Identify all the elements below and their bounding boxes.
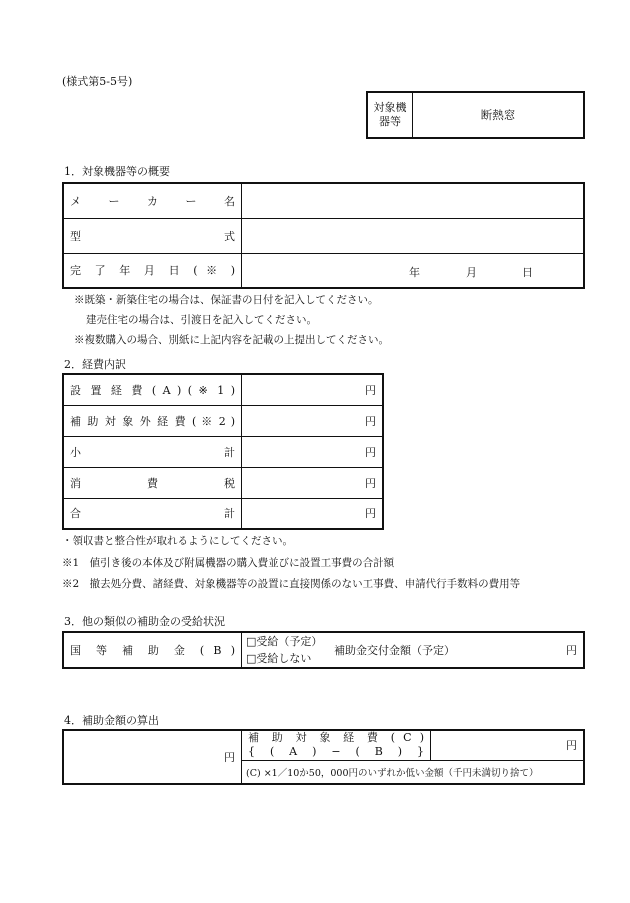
equipment-overview-table	[62, 182, 585, 289]
cost-label-subtotal: 小 計	[63, 436, 242, 467]
section-4-title: 4．補助金額の算出	[64, 714, 159, 727]
s1-note-2: 建売住宅の場合は、引渡日を記入してください。	[86, 314, 317, 326]
maker-field[interactable]	[242, 183, 585, 218]
month-unit: 月	[466, 265, 477, 279]
other-subsidy-table	[62, 631, 585, 669]
calculation-note: (C) ×1／10か50，000円のいずれか低い金額（千円未満切り捨て）	[246, 767, 539, 779]
national-subsidy-label: 国 等 補 助 金 ( B )	[63, 632, 242, 668]
cost-value-tax[interactable]: 円	[365, 476, 376, 490]
section-1-title: 1．対象機器等の概要	[64, 165, 170, 178]
subsidy-amount-result[interactable]: 円	[63, 730, 242, 784]
cost-label-total: 合 計	[63, 498, 242, 529]
eligible-cost-label: 補 助 対 象 経 費 ( C ) { ( A ) − ( B ) }	[242, 730, 431, 760]
cost-value-installation[interactable]: 円	[365, 383, 376, 397]
equipment-type-box	[366, 91, 585, 139]
cost-value-subtotal[interactable]: 円	[365, 445, 376, 459]
subsidy-amount-field[interactable]: 円	[566, 644, 577, 657]
option-receiving[interactable]: □受給（予定）	[246, 635, 323, 648]
cost-label-non-eligible: 補 助 対 象 外 経 費 ( ※ 2 )	[63, 405, 242, 436]
maker-label: メ ー カ ー 名	[63, 183, 242, 218]
cost-value-total[interactable]: 円	[365, 507, 376, 521]
option-not-receiving[interactable]: □受給しない	[246, 652, 312, 665]
equipment-type-value: 断熱窓	[480, 108, 516, 122]
s1-note-1: ※既築・新築住宅の場合は、保証書の日付を記入してください。	[74, 294, 379, 306]
s2-note-1: ・領収書と整合性が取れるようにしてください。	[62, 535, 293, 547]
model-field[interactable]	[242, 218, 585, 253]
subsidy-calculation-table	[62, 729, 585, 785]
eligible-cost-field[interactable]: 円	[566, 739, 577, 753]
s2-note-2: ※1 値引き後の本体及び附属機器の購入費並びに設置工事費の合計額	[62, 557, 395, 569]
completion-date-field[interactable]	[242, 253, 585, 288]
form-number: (様式第5-5号)	[62, 75, 133, 88]
subsidy-amount-label: 補助金交付金額（予定）	[334, 644, 455, 657]
cost-value-non-eligible[interactable]: 円	[365, 414, 376, 428]
equipment-type-label: 対象機器等	[367, 92, 413, 138]
section-2-title: 2．経費内訳	[64, 358, 126, 371]
section-3-title: 3．他の類似の補助金の受給状況	[64, 615, 225, 628]
year-unit: 年	[409, 265, 420, 279]
cost-label-installation: 設 置 経 費 ( A ) ( ※ 1 )	[63, 374, 242, 405]
s1-note-3: ※複数購入の場合、別紙に上記内容を記載の上提出してください。	[74, 334, 389, 346]
day-unit: 日	[522, 265, 533, 279]
cost-breakdown-table	[62, 373, 384, 530]
subsidy-options	[242, 632, 329, 668]
completion-date-label: 完 了 年 月 日 ( ※ )	[63, 253, 242, 288]
cost-label-tax: 消 費 税	[63, 467, 242, 498]
model-label: 型 式	[63, 218, 242, 253]
s2-note-3: ※2 撤去処分費、諸経費、対象機器等の設置に直接関係のない工事費、申請代行手数料の費用等	[62, 578, 521, 590]
